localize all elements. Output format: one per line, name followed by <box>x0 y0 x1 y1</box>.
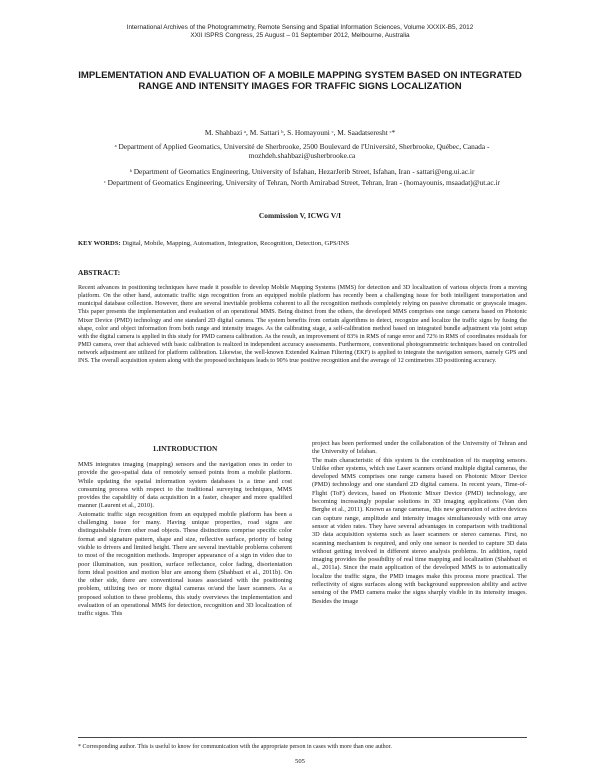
footnote: * Corresponding author. This is useful to know for communication with the appropriate person in cases with more than one author. <box>78 744 392 750</box>
journal-header-line-1: International Archives of the Photogrammetry, Remote Sensing and Spatial Information Sciences, Volume XXXIX-B5, 2012 <box>126 24 474 31</box>
journal-header-line-2: XXII ISPRS Congress, 25 August – 01 September 2012, Melbourne, Australia <box>190 32 410 40</box>
abstract-heading: ABSTRACT: <box>78 268 121 277</box>
section-heading-introduction: 1.INTRODUCTION <box>152 444 218 453</box>
paper-title: IMPLEMENTATION AND EVALUATION OF A MOBILE MAPPING SYSTEM BASED ON INTEGRATED RANGE AND INTENSITY IMAGES FOR TRAFFIC SIGNS LOCALIZATION <box>78 70 522 93</box>
paragraph: MMS integrates imaging (mapping) sensors and the navigation ones in order to provide the geo-spatial data of remotely sensed points from a mobile platform. While updating the spatial information system databases is a time and cost consuming process with respect to the traditional surveying techniques, MMS provides the capability of data acquisition in a faster, cheaper and more qualified manner (Laurent et al., 2010). <box>78 461 292 510</box>
paragraph: project has been performed under the collaboration of the University of Tehran and the University of Isfahan. <box>312 440 527 456</box>
author-list: M. Shahbazi ᵃ, M. Sattari ᵇ, S. Homayouni ᶜ, M. Saadatseresht ᶜ* <box>204 128 396 137</box>
abstract-body: Recent advances in positioning techniques have made it possible to develop Mobile Mapping Systems (MMS) for detection and 3D localization of various objects from a moving platform. On the other hand, automatic traffic sign recognition from an equipped mobile platform has recently been a challenging issue for both intelligent transportation and municipal database collection. However, there are several inevitable problems coherent to all the recognition methods completely relying on passive chromatic or grayscale images. This paper presents the implementation and evaluation of an operational MMS. Being distinct from the others, the developed MMS comprises one range camera based on Photonic Mixer Device (PMD) technology and one standard 2D digital camera. The system benefits from certain algorithms to detect, recognize and localize the traffic signs by fusing the shape, color and object information from both range and intensity images. As the calibrating stage, a self-calibration method based on integrated bundle adjustment via joint setup with the digital camera is applied in this study for PMD camera calibration. As the result, an improvement of 83% in RMS of range error and 72% in RMS of coordinates residuals for PMD camera, over that achieved with basic calibration is realized in independent accuracy assessments. Furthermore, conventional photogrammetric techniques based on controlled network adjustment are utilized for platform calibration. Likewise, the well-known Extended Kalman Filtering (EKF) is applied to integrate the navigation sensors, namely GPS and INS. The overall acquisition system along with the proposed techniques leads to 90% true positive recognition and the average of 12 centimetres 3D positioning accuracy. <box>78 285 527 365</box>
affiliation-a: ᵃ Department of Applied Geomatics, Université de Sherbrooke, 2500 Boulevard de l'Université, Sherbrooke, Québec, Canada - mozhdeh.shahbazi@usherbrooke.ca <box>114 142 490 160</box>
footnote-divider <box>78 737 527 738</box>
paragraph: Automatic traffic sign recognition from an equipped mobile platform has been a challenging issue for many. Having unique properties, road signs are distinguishable from other road objects. These distinctions comprise specific color format and signature pattern, shape and size, reflective surface, priority of being visible to drivers and limited height. There are several inevitable problems coherent to most of the recognition methods. Improper appearance of a sign in video due to poor illumination, sun position, surface reflectance, color fading, disorientation form ideal position and motion blur are among them (Shahbazi et al., 2011b). On the other side, there are conventional issues associated with the positioning problem, utilizing two or more digital cameras or/and the laser scanners. As a proposed solution to these problems, this study overviews the implementation and evaluation of an operational MMS for detection, recognition and 3D localization of traffic signs. This <box>78 510 292 618</box>
affiliation-c: ᶜ Department of Geomatics Engineering, University of Tehran, North Amirabad Street, Tehran, Iran - (homayounis, msaadat)@ut.ac.ir <box>103 178 501 187</box>
right-column <box>312 440 527 606</box>
commission-label: Commission V, ICWG V/I <box>258 211 342 220</box>
journal-header <box>0 24 600 40</box>
page-number: 505 <box>295 758 305 765</box>
affiliation-b: ᵇ Department of Geomatics Engineering, University of Isfahan, HezarJerib Street, Isfahan, Iran - sattari@eng.ui.ac.ir <box>129 167 475 176</box>
keywords-label: KEY WORDS: <box>78 240 121 247</box>
keywords <box>78 240 528 247</box>
paragraph: The main characteristic of this system is the combination of its mapping sensors. Unlike other systems, which use Laser scanners or/and multiple digital cameras, the developed MMS comprises one range camera based on Photonic Mixer Device (PMD) technology and one standard 2D digital camera. In recent years, Time-of-Flight (ToF) devices, based on Photonic Mixer Device (PMD) technology, are becoming increasingly popular solutions in 3D imaging applications (Van den Berghe et al., 2011). Known as range cameras, this new generation of active devices can capture range, amplitude and intensity images simultaneously with one array sensor at video rates. They have several advantages in comparison with traditional 3D data acquisition systems such as laser scanners or stereo cameras. First, no scanning mechanism is required, and only one sensor is needed to capture 3D data without getting involved in different stereo analysis problems. In addition, rapid imaging provides the possibility of real time mapping and localization (Shahbazi et al., 2011a). Since the main application of the developed MMS is to automatically localize the traffic signs, the PMD images make this process more practical. The reflectivity of signs surfaces along with background suppression ability and active sensing of the PMD camera make the signs sharply visible in its intensity images. Besides the image <box>312 456 527 605</box>
left-column <box>78 461 292 619</box>
keywords-text: Digital, Mobile, Mapping, Automation, Integration, Recognition, Detection, GPS/INS <box>122 240 350 247</box>
